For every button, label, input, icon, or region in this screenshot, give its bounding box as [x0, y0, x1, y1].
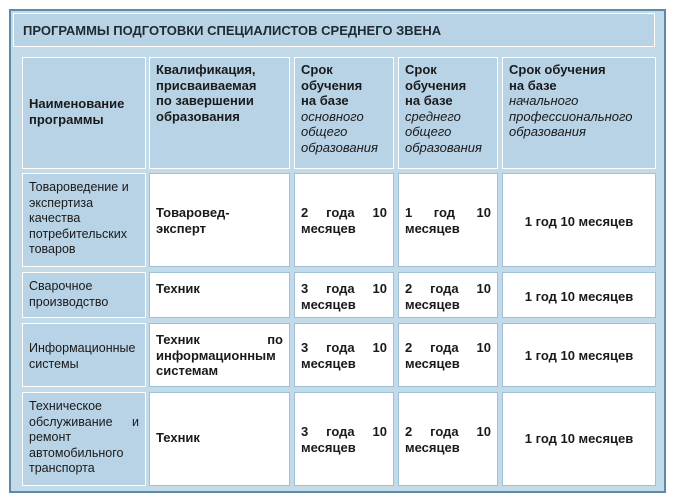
cell-text: обслуживание и	[29, 414, 139, 429]
header-text: профессионального	[509, 108, 633, 124]
header-qualification	[149, 57, 290, 169]
row-program-name	[22, 392, 146, 486]
cell-text: Информационные	[29, 341, 136, 355]
header-text: на базе	[301, 93, 349, 108]
cell-text: месяцев	[301, 220, 356, 236]
cell-text: автомобильного	[29, 445, 124, 460]
header-text: начального	[509, 93, 579, 108]
row-qualification	[149, 173, 290, 267]
cell-text: транспорта	[29, 461, 95, 475]
row-duration-basic	[294, 392, 394, 486]
cell-text: 2 года 10	[405, 340, 491, 355]
row-duration-basic	[294, 272, 394, 318]
header-text: обучения	[301, 77, 363, 93]
cell-text: эксперт	[156, 220, 206, 236]
cell-text: месяцев	[405, 439, 460, 455]
cell-text: Техническое	[29, 399, 102, 413]
row-program-name	[22, 173, 146, 267]
cell-text: месяцев	[301, 355, 356, 371]
row-program-name	[22, 272, 146, 318]
row-duration-basic	[294, 323, 394, 387]
header-program-name	[22, 57, 146, 169]
cell-text: системам	[156, 363, 219, 378]
cell-text: месяцев	[405, 220, 460, 236]
row-duration-secondary	[398, 392, 498, 486]
cell-text: Техник	[156, 430, 200, 445]
header-text: общего	[301, 124, 348, 139]
cell-text: Техник по	[156, 332, 283, 347]
row-program-name	[22, 323, 146, 387]
cell-text: 3 года 10	[301, 424, 387, 439]
cell-text: Товаровед-	[156, 205, 230, 220]
cell-text: 2 года 10	[405, 281, 491, 296]
header-secondary-education	[398, 57, 498, 169]
cell-text: месяцев	[301, 296, 356, 312]
header-text: образования	[301, 139, 378, 155]
row-duration-vocational: 1 год 10 месяцев	[502, 392, 656, 486]
header-text: Срок	[301, 62, 333, 77]
header-text: среднего	[405, 108, 461, 124]
row-duration-basic	[294, 173, 394, 267]
cell-text: месяцев	[405, 296, 460, 312]
header-basic-education	[294, 57, 394, 169]
header-text: обучения	[405, 77, 467, 93]
cell-text: 3 года 10	[301, 340, 387, 355]
header-text: присваиваемая	[156, 77, 257, 93]
header-text: на базе	[509, 77, 557, 93]
header-text: Срок обучения	[509, 62, 606, 77]
cell-text: экспертиза	[29, 195, 94, 210]
row-qualification	[149, 323, 290, 387]
cell-text: потребительских	[29, 226, 127, 241]
header-text: основного	[301, 108, 364, 124]
header-text: образования	[509, 124, 586, 139]
cell-text: Техник	[156, 281, 200, 296]
header-text: программы	[29, 111, 104, 127]
cell-text: 1 год 10	[405, 205, 491, 220]
header-text: образования	[156, 108, 240, 124]
cell-text: 3 года 10	[301, 281, 387, 296]
row-duration-vocational: 1 год 10 месяцев	[502, 173, 656, 267]
cell-text: Товароведение и	[29, 180, 129, 194]
cell-text: информационным	[156, 347, 276, 363]
row-qualification	[149, 272, 290, 318]
cell-text: производство	[29, 294, 109, 309]
header-text: Наименование	[29, 96, 125, 111]
row-duration-secondary	[398, 272, 498, 318]
header-text: на базе	[405, 93, 453, 108]
cell-text: качества	[29, 211, 81, 225]
row-duration-secondary	[398, 323, 498, 387]
row-duration-vocational: 1 год 10 месяцев	[502, 323, 656, 387]
cell-text: 2 года 10	[301, 205, 387, 220]
row-duration-vocational: 1 год 10 месяцев	[502, 272, 656, 318]
table-title: ПРОГРАММЫ ПОДГОТОВКИ СПЕЦИАЛИСТОВ СРЕДНЕГО ЗВЕНА	[13, 13, 655, 47]
header-text: Квалификация,	[156, 62, 256, 77]
cell-text: 2 года 10	[405, 424, 491, 439]
header-text: Срок	[405, 62, 437, 77]
row-qualification	[149, 392, 290, 486]
cell-text: Сварочное	[29, 279, 93, 293]
header-text: по завершении	[156, 93, 254, 108]
row-duration-secondary	[398, 173, 498, 267]
cell-text: системы	[29, 356, 79, 371]
header-vocational-education	[502, 57, 656, 169]
cell-text: месяцев	[405, 355, 460, 371]
header-text: образования	[405, 139, 482, 155]
cell-text: товаров	[29, 242, 76, 256]
cell-text: месяцев	[301, 439, 356, 455]
cell-text: ремонт	[29, 430, 72, 444]
header-text: общего	[405, 124, 452, 139]
